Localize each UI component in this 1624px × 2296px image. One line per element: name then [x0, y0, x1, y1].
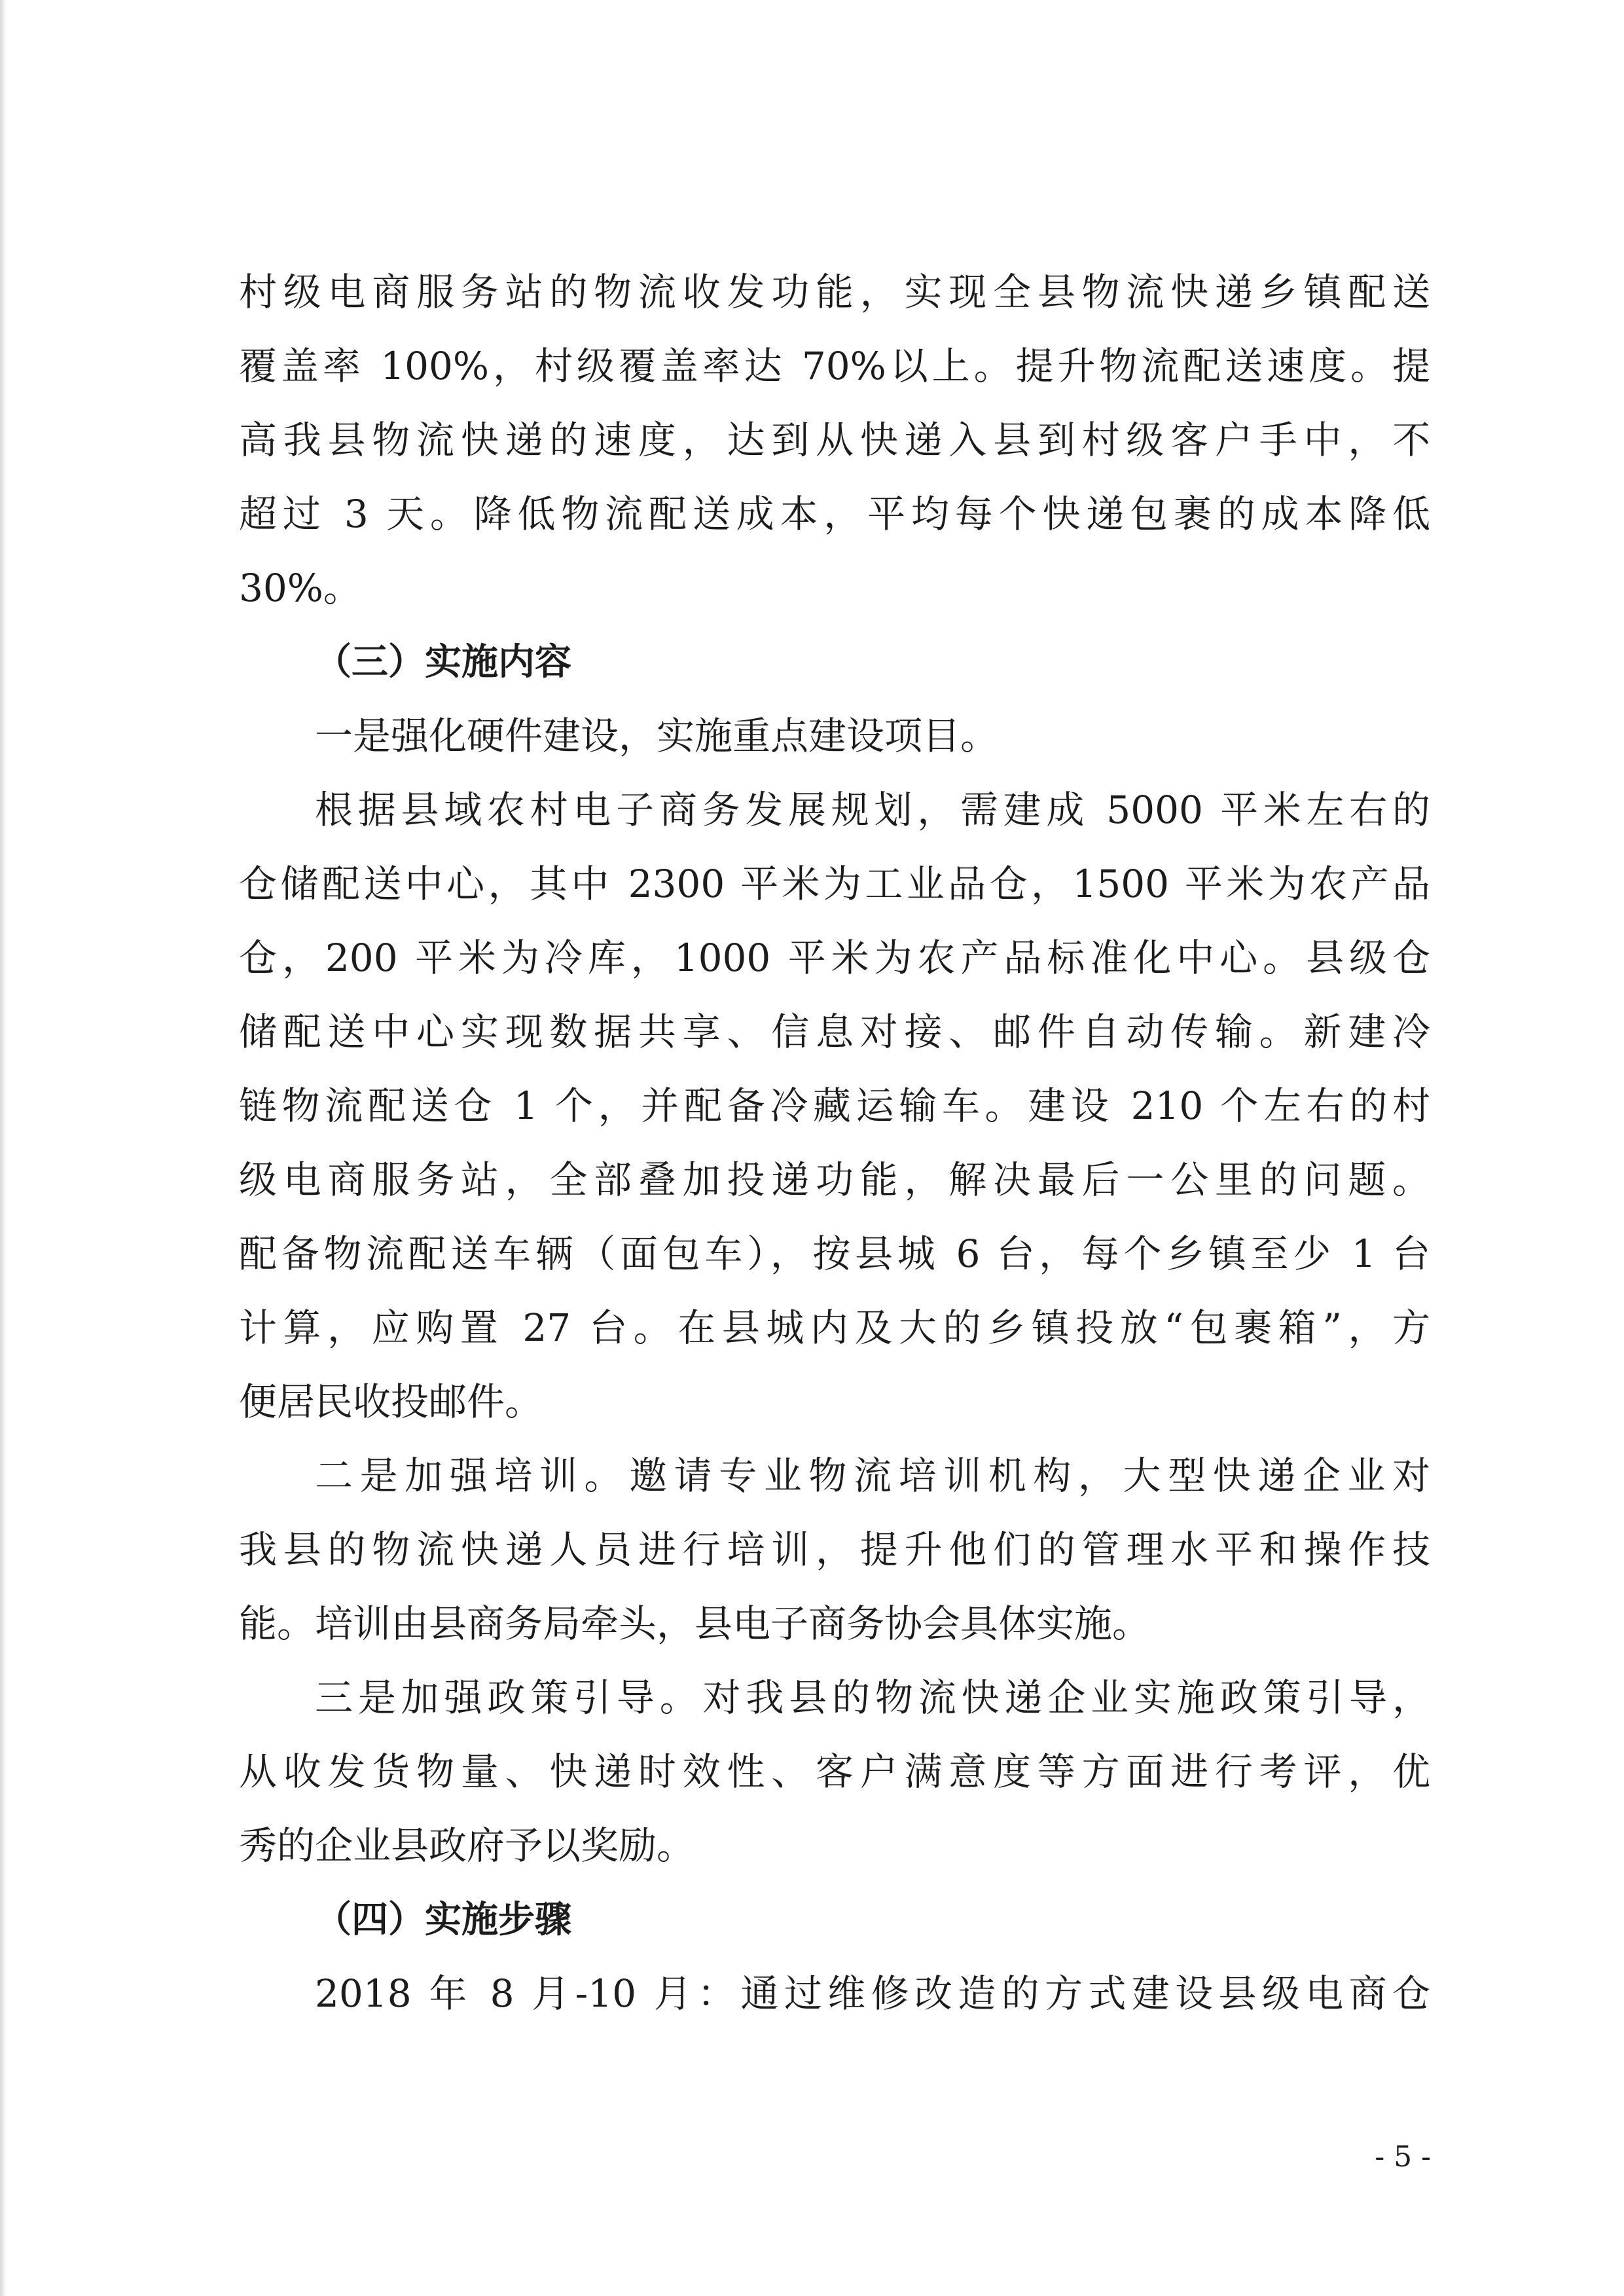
paragraph-line: 储配送中心实现数据共享、信息对接、邮件自动传输。新建冷 — [239, 1010, 1430, 1054]
paragraph-line: 计算，应购置 27 台。在县城内及大的乡镇投放“包裹箱”，方 — [239, 1305, 1430, 1350]
paragraph-line: 村级电商服务站的物流收发功能，实现全县物流快递乡镇配送 — [239, 270, 1430, 314]
section-heading: （三）实施内容 — [315, 641, 571, 683]
paragraph-line: 2018 年 8 月-10 月：通过维修改造的方式建设县级电商仓 — [315, 1971, 1430, 2016]
paragraph-line: 一是强化硬件建设，实施重点建设项目。 — [315, 714, 999, 758]
paragraph-line: 能。培训由县商务局牵头，县电子商务协会具体实施。 — [239, 1601, 1151, 1646]
paragraph-line: 超过 3 天。降低物流配送成本，平均每个快递包裹的成本降低 — [239, 492, 1430, 536]
paragraph-line: 三是加强政策引导。对我县的物流快递企业实施政策引导， — [315, 1675, 1430, 1720]
paragraph-line: 便居民收投邮件。 — [239, 1379, 543, 1424]
paragraph-line: 根据县域农村电子商务发展规划，需建成 5000 平米左右的 — [315, 788, 1430, 832]
paragraph-line: 覆盖率 100%，村级覆盖率达 70%以上。提升物流配送速度。提 — [239, 344, 1430, 388]
paragraph-line: 链物流配送仓 1 个，并配备冷藏运输车。建设 210 个左右的村 — [239, 1084, 1430, 1128]
paragraph-line: 仓储配送中心，其中 2300 平米为工业品仓，1500 平米为农产品 — [239, 862, 1430, 906]
paragraph-line: 仓，200 平米为冷库，1000 平米为农产品标准化中心。县级仓 — [239, 936, 1430, 980]
body-text — [239, 255, 1430, 2031]
paragraph-line: 配备物流配送车辆（面包车），按县城 6 台，每个乡镇至少 1 台 — [239, 1231, 1430, 1276]
paragraph-line: 级电商服务站，全部叠加投递功能，解决最后一公里的问题。 — [239, 1157, 1430, 1202]
section-heading: （四）实施步骤 — [315, 1899, 571, 1941]
paragraph-line: 从收发货物量、快递时效性、客户满意度等方面进行考评，优 — [239, 1749, 1430, 1794]
paragraph-line: 30%。 — [239, 566, 361, 610]
page-number: - 5 - — [1375, 2140, 1431, 2174]
paragraph-line: 二是加强培训。邀请专业物流培训机构，大型快递企业对 — [315, 1453, 1430, 1498]
paragraph-line: 我县的物流快递人员进行培训，提升他们的管理水平和操作技 — [239, 1527, 1430, 1572]
paragraph-line: 高我县物流快递的速度，达到从快递入县到村级客户手中，不 — [239, 418, 1430, 462]
scan-edge — [0, 0, 7, 2296]
paragraph-line: 秀的企业县政府予以奖励。 — [239, 1823, 695, 1868]
